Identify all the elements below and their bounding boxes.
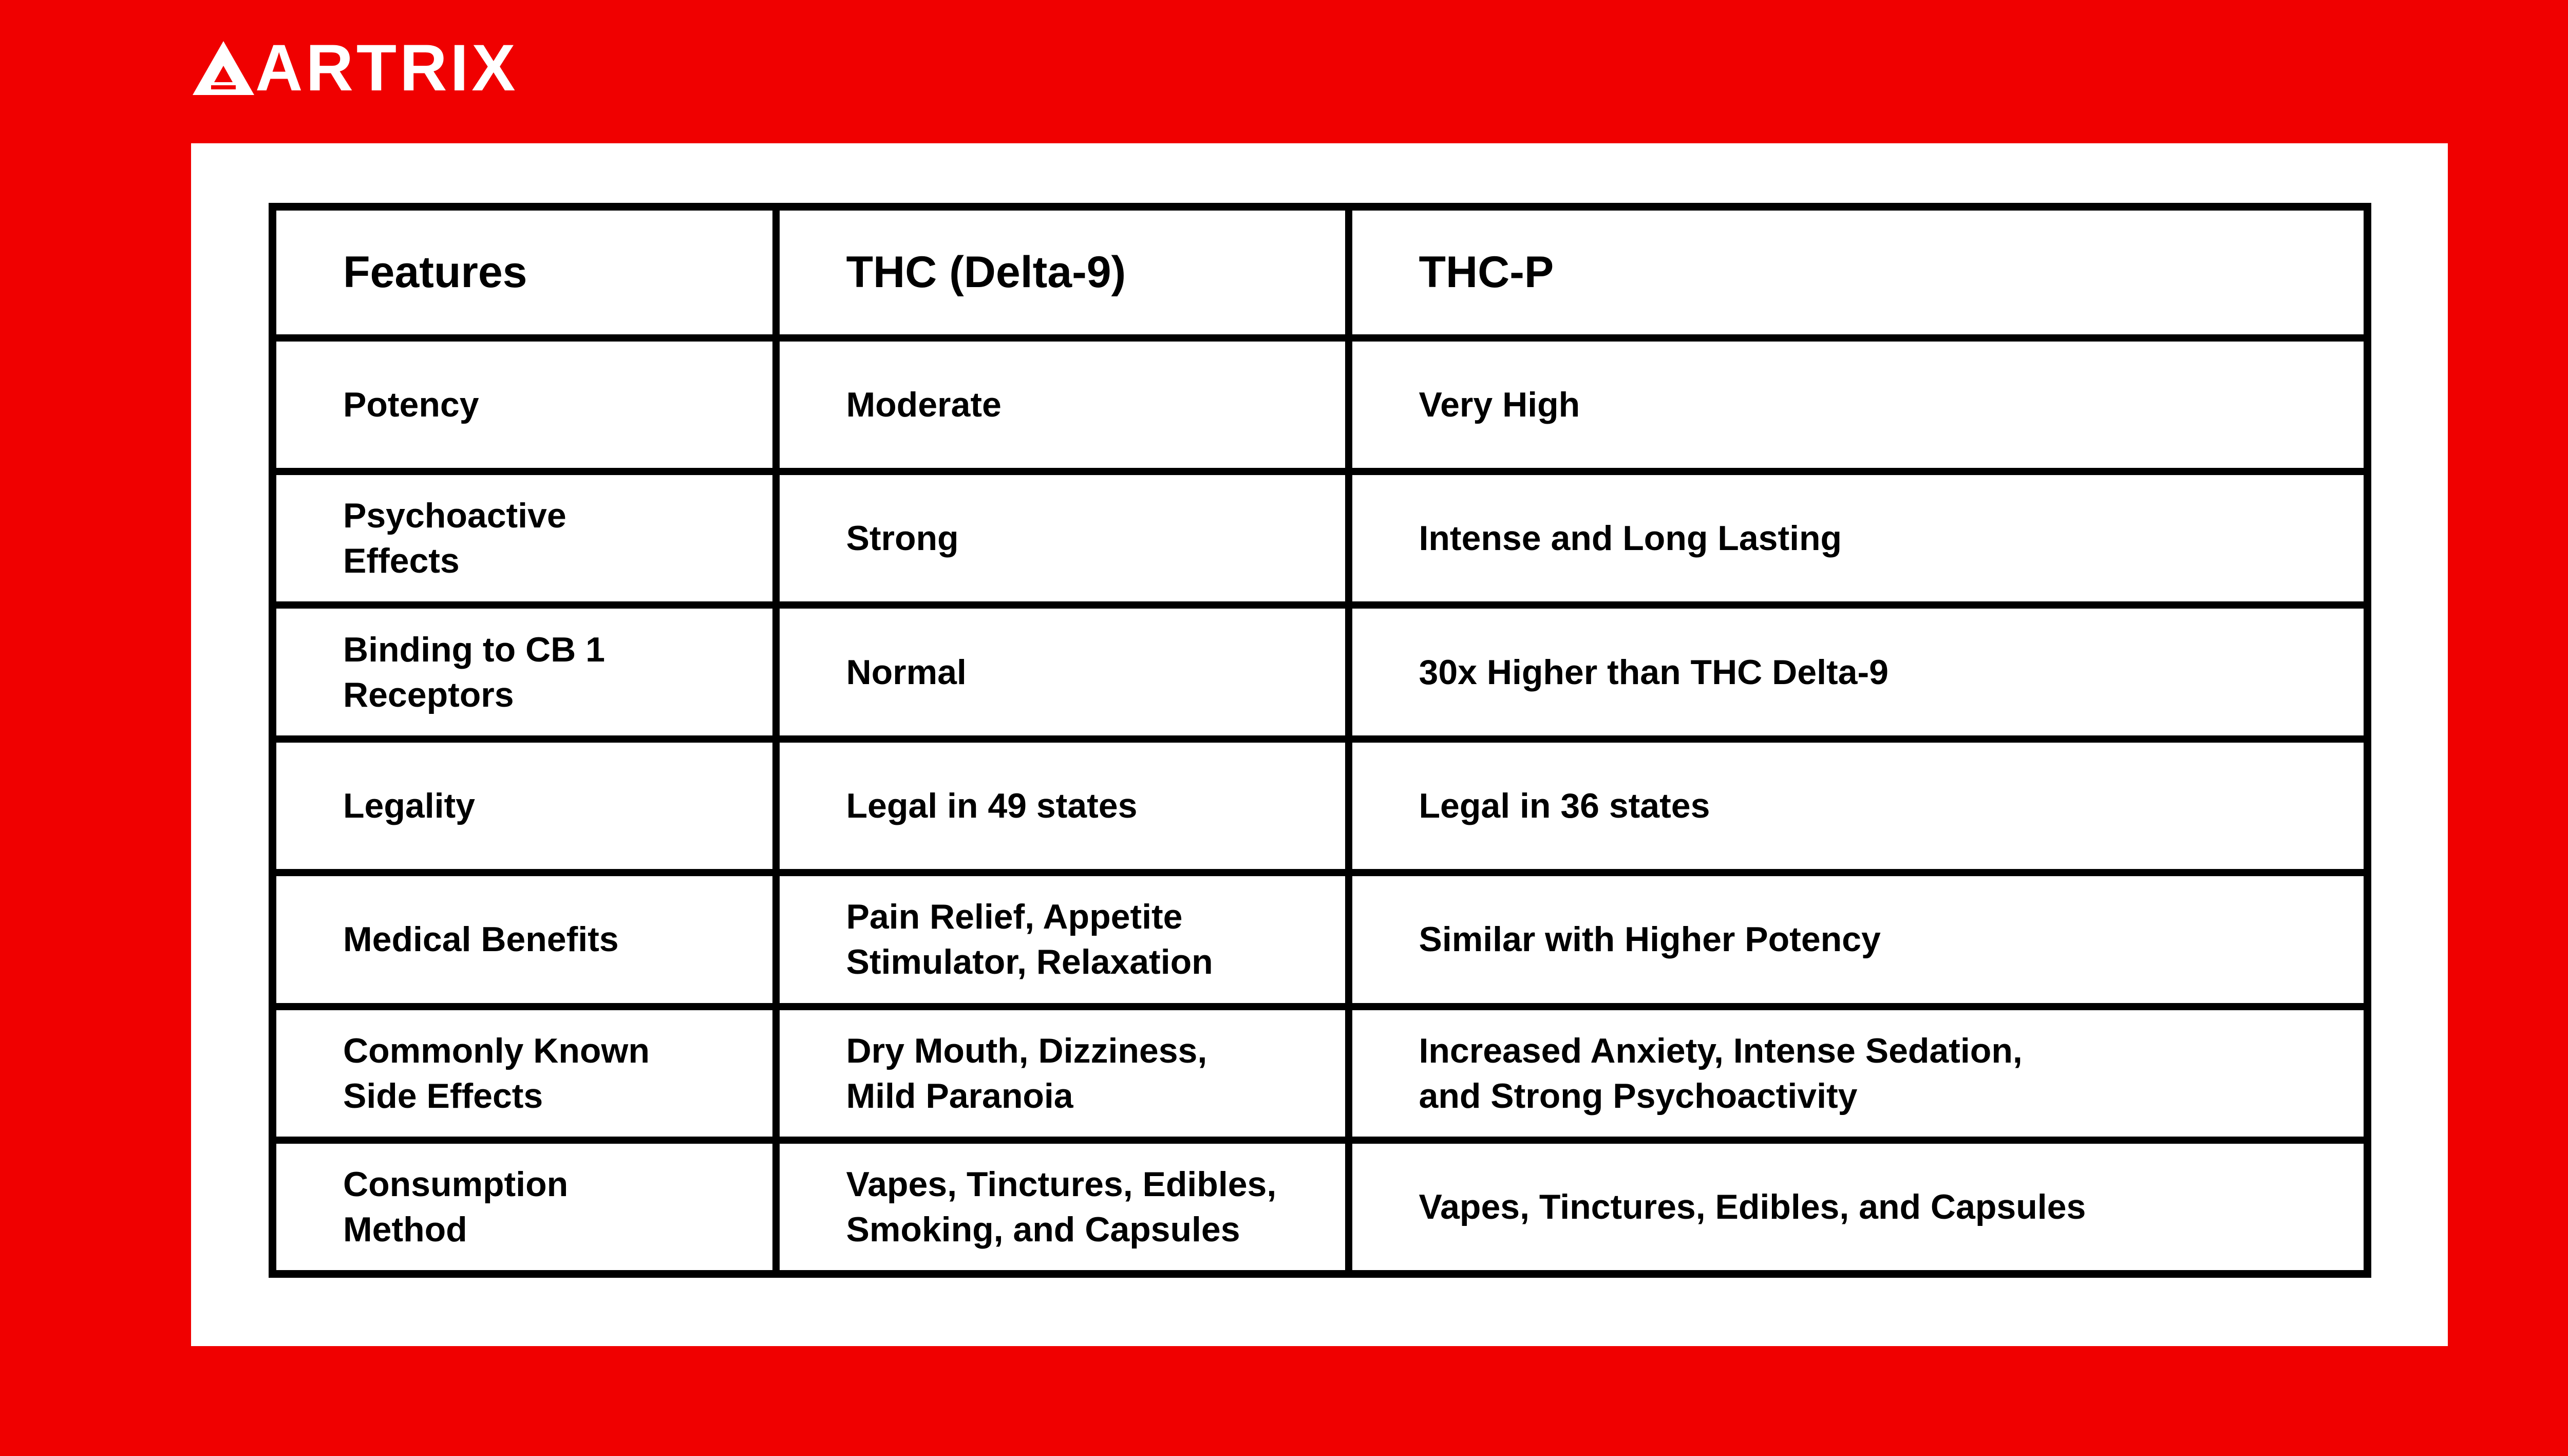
- feature-cell: Binding to CB 1 Receptors: [273, 605, 776, 739]
- thcp-cell: Increased Anxiety, Intense Sedation, and Strong Psychoactivity: [1349, 1007, 2368, 1140]
- header-features: Features: [273, 207, 776, 338]
- table-row: [273, 1140, 2368, 1274]
- table-row: [273, 471, 2368, 605]
- thcp-cell: Very High: [1349, 338, 2368, 471]
- feature-cell: Psychoactive Effects: [273, 471, 776, 605]
- brand-name: ARTRIX: [255, 31, 519, 105]
- table-row: [273, 739, 2368, 873]
- comparison-table: [269, 203, 2371, 1278]
- thc-cell: Vapes, Tinctures, Edibles, Smoking, and Capsules: [776, 1140, 1349, 1274]
- thcp-cell: Similar with Higher Potency: [1349, 873, 2368, 1006]
- feature-cell: Consumption Method: [273, 1140, 776, 1274]
- thc-cell: Pain Relief, Appetite Stimulator, Relaxation: [776, 873, 1349, 1006]
- thcp-cell: 30x Higher than THC Delta-9: [1349, 605, 2368, 739]
- header-thc-p: THC-P: [1349, 207, 2368, 338]
- thcp-cell: Legal in 36 states: [1349, 739, 2368, 873]
- table-header-row: [273, 207, 2368, 338]
- feature-cell: Legality: [273, 739, 776, 873]
- feature-cell: Medical Benefits: [273, 873, 776, 1006]
- feature-cell: Potency: [273, 338, 776, 471]
- thc-cell: Normal: [776, 605, 1349, 739]
- header-thc-delta-9: THC (Delta-9): [776, 207, 1349, 338]
- thcp-cell: Intense and Long Lasting: [1349, 471, 2368, 605]
- table-row: [273, 1007, 2368, 1140]
- table-row: [273, 338, 2368, 471]
- table-row: [273, 873, 2368, 1006]
- thc-cell: Legal in 49 states: [776, 739, 1349, 873]
- table-row: [273, 605, 2368, 739]
- triangle-a-icon: [193, 41, 254, 95]
- thcp-cell: Vapes, Tinctures, Edibles, and Capsules: [1349, 1140, 2368, 1274]
- feature-cell: Commonly Known Side Effects: [273, 1007, 776, 1140]
- thc-cell: Moderate: [776, 338, 1349, 471]
- thc-cell: Dry Mouth, Dizziness, Mild Paranoia: [776, 1007, 1349, 1140]
- content-panel: [191, 143, 2448, 1346]
- brand-logo: [193, 31, 519, 105]
- thc-cell: Strong: [776, 471, 1349, 605]
